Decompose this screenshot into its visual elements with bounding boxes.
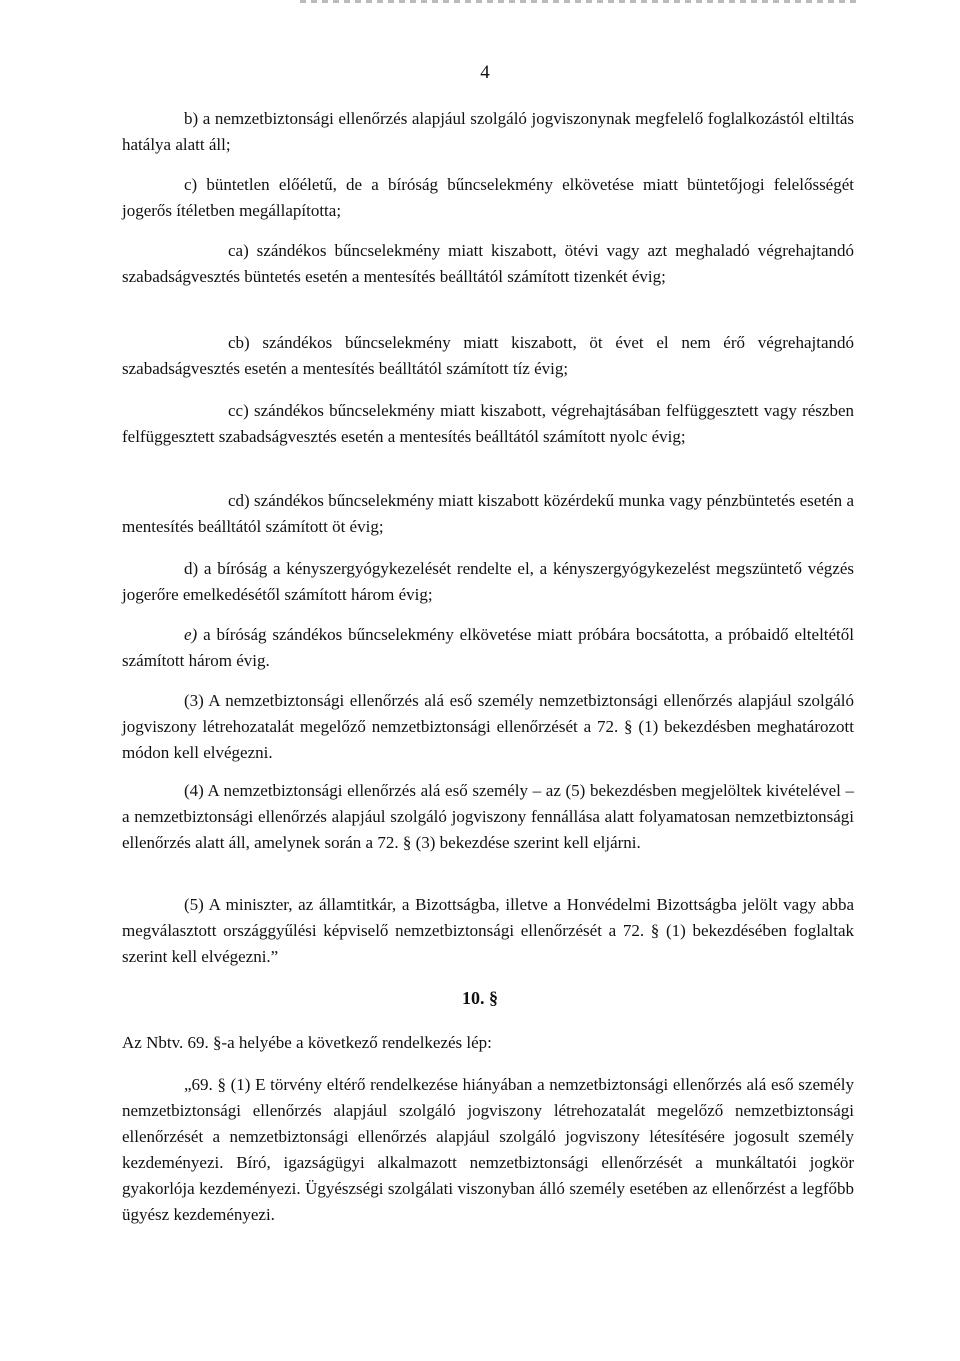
paragraph-cd: cd) szándékos bűncselekmény miatt kiszabott közérdekű munka vagy pénzbüntetés esetén a mentesítés beálltától számított öt évig; — [122, 491, 854, 536]
paragraph-ca: ca) szándékos bűncselekmény miatt kiszabott, ötévi vagy azt meghaladó végrehajtandó szabadságvesztés büntetés esetén a mentesítés beálltától számított tizenkét évig; — [122, 241, 854, 286]
paragraph-cb: cb) szándékos bűncselekmény miatt kiszabott, öt évet el nem érő végrehajtandó szabadságvesztés esetén a mentesítés beálltától számított tíz évig; — [122, 333, 854, 378]
amendment-intro: Az Nbtv. 69. §-a helyébe a következő rendelkezés lép: — [122, 1033, 492, 1052]
paragraph-5: (5) A miniszter, az államtitkár, a Bizottságba, illetve a Honvédelmi Bizottságba jelölt vagy abba megválasztott országgyűlési képviselő nemzetbiztonsági ellenőrzését a 72. § (1) bekezdésében foglaltak szerint kell elvégezni.” — [122, 895, 854, 966]
paragraph-cc: cc) szándékos bűncselekmény miatt kiszabott, végrehajtásában felfüggesztett vagy részben felfüggesztett szabadságvesztés esetén a mentesítés beálltától számított nyolc évig; — [122, 401, 854, 446]
paragraph-3: (3) A nemzetbiztonsági ellenőrzés alá eső személy nemzetbiztonsági ellenőrzés alapjául szolgáló jogviszony létrehozatalát megelőző nemzetbiztonsági ellenőrzését a 72. § (1) bekezdésben meghatározott módon kell elvégezni. — [122, 691, 854, 762]
paragraph-e — [122, 622, 854, 674]
page-number: 4 — [480, 62, 490, 83]
scan-edge-line — [300, 0, 860, 3]
paragraph-e-text: a bíróság szándékos bűncselekmény elkövetése miatt próbára bocsátotta, a próbaidő elteltétől számított három évig. — [122, 625, 855, 670]
section-heading: 10. § — [462, 988, 498, 1008]
paragraph-69-1: „69. § (1) E törvény eltérő rendelkezése hiányában a nemzetbiztonsági ellenőrzés alá eső személy nemzetbiztonsági ellenőrzés alapjául szolgáló jogviszony létrehozatalát megelőző nemzetbiztonsági ellenőrzését a nemzetbiztonsági ellenőrzés alapjául szolgáló jogviszony létesítésére jogosult személy kezdeményezi. Bíró, igazságügyi alkalmazott nemzetbiztonsági ellenőrzését a munkáltatói jogkör gyakorlója kezdeményezi. Ügyészségi szolgálati viszonyban álló személy esetében az ellenőrzést a legfőbb ügyész kezdeményezi. — [122, 1075, 854, 1224]
paragraph-d: d) a bíróság a kényszergyógykezelését rendelte el, a kényszergyógykezelést megszüntető végzés jogerőre emelkedésétől számított három évig; — [122, 559, 854, 604]
paragraph-e-label: e) — [184, 625, 198, 644]
paragraph-c: c) büntetlen előéletű, de a bíróság bűncselekmény elkövetése miatt büntetőjogi felelősségét jogerős ítéletben megállapította; — [122, 175, 854, 220]
paragraph-4: (4) A nemzetbiztonsági ellenőrzés alá eső személy – az (5) bekezdésben megjelöltek kivételével – a nemzetbiztonsági ellenőrzés alapjául szolgáló jogviszony fennállása alatt folyamatosan nemzetbiztonsági ellenőrzés alatt áll, amelynek során a 72. § (3) bekezdése szerint kell eljárni. — [122, 781, 854, 852]
paragraph-b: b) a nemzetbiztonsági ellenőrzés alapjául szolgáló jogviszonynak megfelelő foglalkozástól eltiltás hatálya alatt áll; — [122, 109, 854, 154]
